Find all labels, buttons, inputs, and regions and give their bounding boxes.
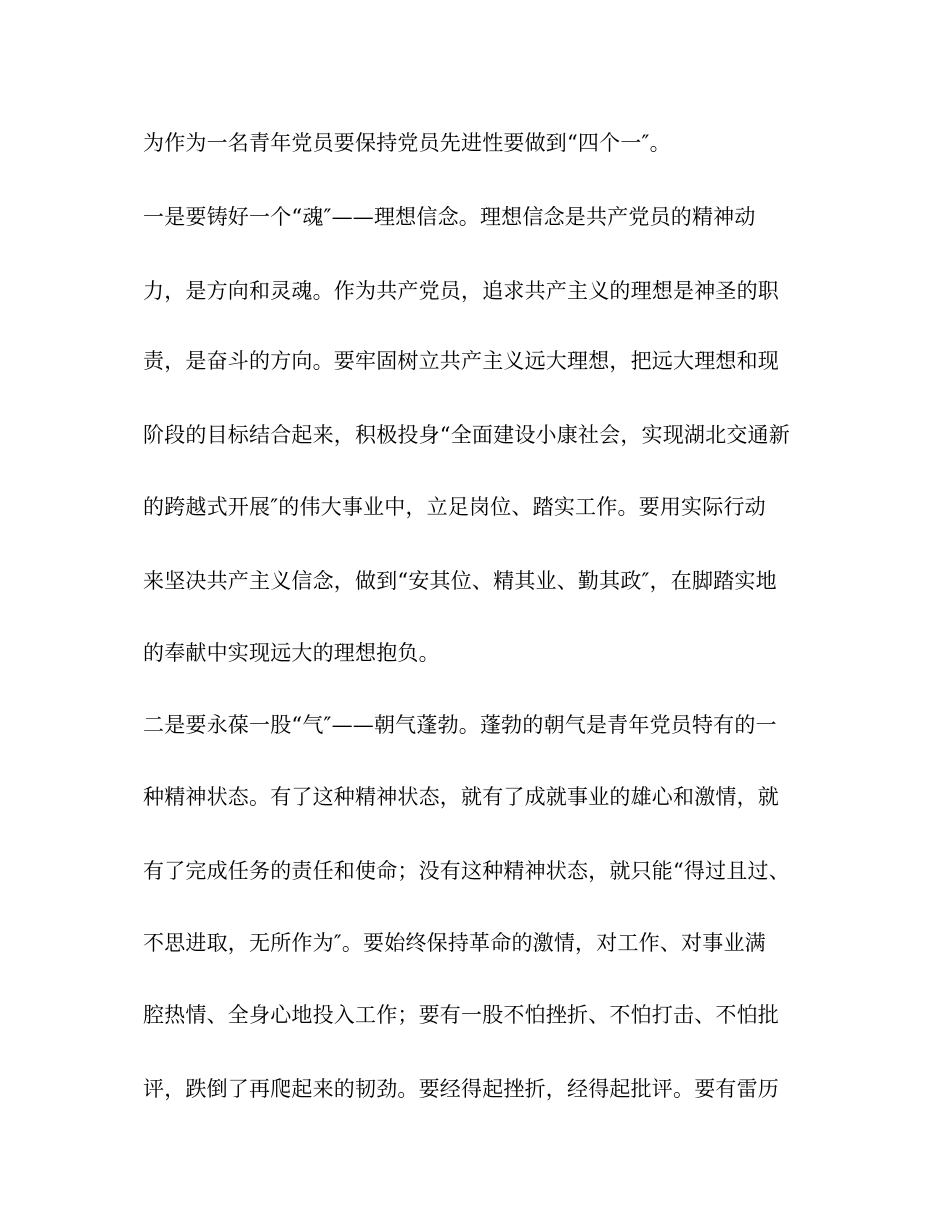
text-line: 的跨越式开展″的伟大事业中，立足岗位、踏实工作。要用实际行动: [143, 495, 766, 519]
text-line: 阶段的目标结合起来，积极投身“全面建设小康社会，实现湖北交通新: [143, 423, 790, 447]
text-line: 为作为一名青年党员要保持党员先进性要做到“四个一″。: [143, 131, 671, 155]
text-line: 二是要永葆一股“气″——朝气蓬勃。蓬勃的朝气是青年党员特有的一: [143, 713, 777, 737]
text-line: 评，跌倒了再爬起来的韧劲。要经得起挫折，经得起批评。要有雷历: [143, 1077, 779, 1101]
text-line: 责，是奋斗的方向。要牢固树立共产主义远大理想，把远大理想和现: [143, 349, 779, 373]
text-line: 不思进取，无所作为″。要始终保持革命的激情，对工作、对事业满: [143, 931, 766, 955]
text-line: 种精神状态。有了这种精神状态，就有了成就事业的雄心和激情，就: [143, 785, 779, 809]
text-line: 有了完成任务的责任和使命；没有这种精神状态，就只能“得过且过、: [143, 859, 790, 883]
text-line: 的奉献中实现远大的理想抱负。: [143, 641, 440, 665]
text-line: 一是要铸好一个“魂″——理想信念。理想信念是共产党员的精神动: [143, 205, 756, 229]
text-line: 力，是方向和灵魂。作为共产党员，追求共产主义的理想是神圣的职: [143, 279, 779, 303]
text-line: 来坚决共产主义信念，做到“安其位、精其业、勤其政″，在脚踏实地: [143, 569, 777, 593]
text-line: 腔热情、全身心地投入工作；要有一股不怕挫折、不怕打击、不怕批: [143, 1003, 779, 1027]
